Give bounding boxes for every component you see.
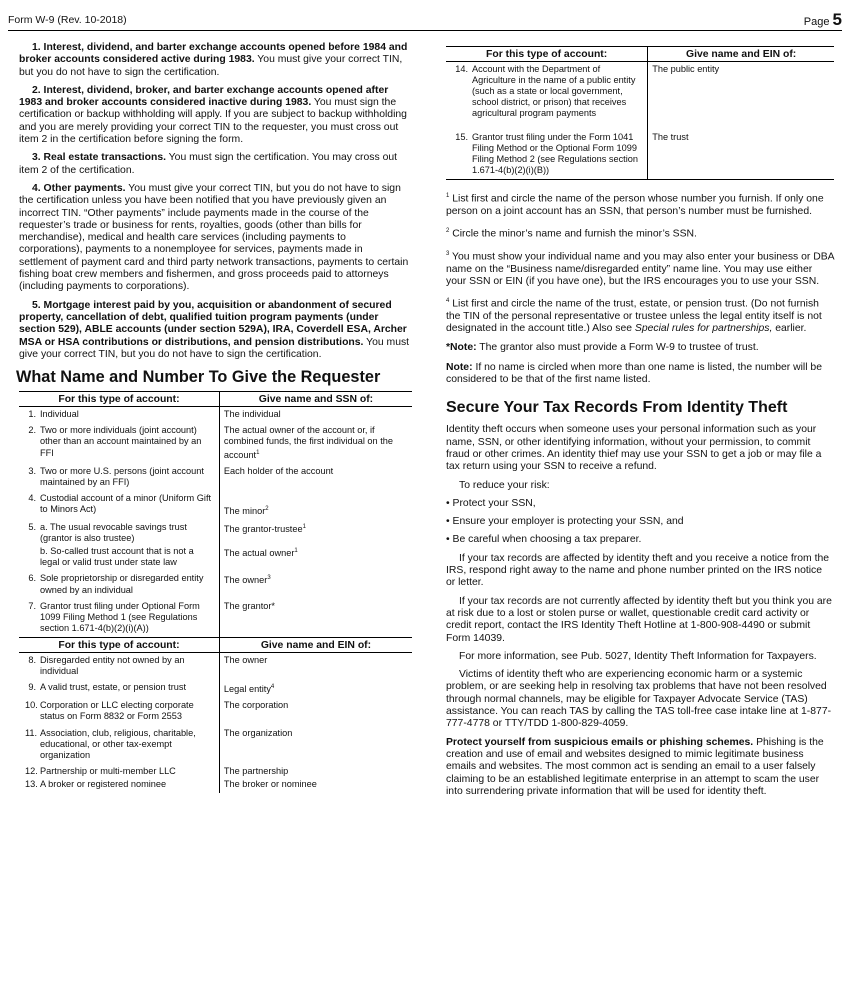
table-header: Give name and EIN of: <box>648 47 834 62</box>
table-row: 6. Sole proprietorship or disregarded entity owned by an individual The owner$^3$ <box>19 571 412 598</box>
grantor-note: *Note: The grantor also must provide a Form W-9 to trustee of trust. <box>446 342 759 354</box>
item-4: 4. Other payments. You must give your correct TIN, but you do not have to sign the certification unless you have been notified that you have previously given an incorrect TIN. “Other payments” include payments made in the course of the requester’s trade or business for rents, royalties, goods (other than bills for merchandise), medical and health care services (including payments to corporations), payments to a nonemployee for services, payments made in settlement of payment card and third party network transactions, payments to certain fishing boat crew members and fishermen, and gross proceeds paid to attorneys (including payments to corporations). <box>19 182 409 293</box>
table-row: 13. A broker or registered nominee The broker or nominee <box>19 777 412 793</box>
form-id: Form W-9 (Rev. 10-2018) <box>8 14 127 26</box>
ein-table-continued <box>446 46 834 180</box>
table-row: 7. Grantor trust filing under Optional Form 1099 Filing Method 1 (see Regulations section 1.671-4(b)(2)(i)(A)) The grantor* <box>19 599 412 637</box>
table-row: 5. a. The usual revocable savings trust (grantor is also trustee) The grantor-trustee$^1$ <box>19 520 412 544</box>
table-row: 12. Partnership or multi-member LLC The partnership <box>19 764 412 777</box>
table-header: For this type of account: <box>19 637 219 652</box>
paragraph: For more information, see Pub. 5027, Identity Theft Information for Taxpayers. <box>459 650 817 662</box>
footnote-4: $^4$ List first and circle the name of the trust, estate, or pension trust. (Do not furnish the TIN of the personal representative or trustee unless the legal entity itself is not designated in the account title.) Also see Special rules for partnerships, earlier. <box>446 298 822 335</box>
right-column <box>446 42 834 804</box>
page-header <box>8 8 842 31</box>
section-heading-name-number: What Name and Number To Give the Requester <box>16 368 381 387</box>
table-row: 11. Association, club, religious, charitable, educational, or other tax-exempt organization The organization <box>19 726 412 764</box>
phishing-paragraph: Protect yourself from suspicious emails or phishing schemes. Phishing is the creation and use of email and websites designed to mimic legitimate business emails and websites. The most common act is sending an email to a user falsely claiming to be an established legitimate enterprise in an attempt to scam the user into surrendering private information that will be used for identity theft. <box>446 736 824 797</box>
table-row: 1. Individual The individual <box>19 407 412 424</box>
table-row: 9. A valid trust, estate, or pension trust Legal entity$^4$ <box>19 680 412 698</box>
table-row: 4. Custodial account of a minor (Uniform Gift to Minors Act) The minor$^2$ <box>19 491 412 520</box>
table-header: For this type of account: <box>446 47 648 62</box>
item-5: 5. Mortgage interest paid by you, acquisition or abandonment of secured property, cancellation of debt, qualified tuition program payments (under section 529), ABLE accounts (under section 529A), IRA, Coverdell ESA, Archer MSA or HSA contributions or distributions, and pension distributions. You must give your correct TIN, but you do not have to sign the certification. <box>19 299 410 360</box>
table-header: For this type of account: <box>19 392 219 407</box>
bullet-item: • Ensure your employer is protecting your SSN, and <box>446 516 684 528</box>
ein-table <box>19 637 412 793</box>
bullet-item: • Protect your SSN, <box>446 497 536 509</box>
circle-note: Note: If no name is circled when more than one name is listed, the number will be considered to be that of the first name listed. <box>446 361 822 386</box>
footnote-2: $^2$ Circle the minor’s name and furnish the minor’s SSN. <box>446 228 697 240</box>
page-number: Page 5 <box>803 10 842 29</box>
ssn-table <box>19 391 412 637</box>
table-row: 2. Two or more individuals (joint account) other than an account maintained by an FFI The actual owner of the account or, if combined funds, the first individual on the account$^1$ <box>19 423 412 463</box>
paragraph: If your tax records are affected by identity theft and you receive a notice from the IRS, respond right away to the name and phone number printed on the IRS notice or letter. <box>446 552 830 589</box>
bullet-item: • Be careful when choosing a tax preparer. <box>446 534 642 546</box>
section-heading-identity-theft: Secure Your Tax Records From Identity Theft <box>446 399 788 417</box>
table-row: 8. Disregarded entity not owned by an individual The owner <box>19 653 412 681</box>
table-header: Give name and SSN of: <box>219 392 412 407</box>
footnote-1: $^1$ List first and circle the name of the person whose number you furnish. If only one person on a joint account has an SSN, that person’s number must be furnished. <box>446 192 824 217</box>
table-header: Give name and EIN of: <box>219 637 412 652</box>
item-2: 2. Interest, dividend, broker, and barter exchange accounts opened after 1983 and broker accounts considered inactive during 1983. You must sign the certification or backup withholding will apply. If you are subject to backup withholding and you are merely providing your correct TIN to the requester, you must cross out item 2 in the certification before signing the form. <box>19 84 407 146</box>
paragraph: Victims of identity theft who are experiencing economic harm or a systemic problem, or are seeking help in resolving tax problems that have not been resolved through normal channels, may be eligible for Taxpayer Advocate Service (TAS) assistance. You can reach TAS by calling the TAS toll-free case intake line at 1-877-777-4778 or TTY/TDD 1-800-829-4059. <box>446 669 832 730</box>
table-row: 3. Two or more U.S. persons (joint account maintained by an FFI) Each holder of the account <box>19 464 412 491</box>
item-3: 3. Real estate transactions. You must sign the certification. You may cross out item 2 of the certification. <box>19 152 398 176</box>
table-row: 10. Corporation or LLC electing corporate status on Form 8832 or Form 2553 The corporation <box>19 698 412 725</box>
table-row: b. So-called trust account that is not a legal or valid trust under state law The actual owner$^1$ <box>19 544 412 571</box>
identity-theft-intro: Identity theft occurs when someone uses your personal information such as your name, SSN, or other identifying information, without your permission, to commit fraud or other crimes. An identity thief may use your SSN to get a job or may file a tax return using your SSN to receive a refund. <box>446 424 822 473</box>
table-row: 14. Account with the Department of Agriculture in the name of a public entity (such as a state or local government, school district, or prison) that receives agricultural program payments The public entity <box>446 62 834 130</box>
paragraph: If your tax records are not currently affected by identity theft but you think you are at risk due to a lost or stolen purse or wallet, questionable credit card activity or credit report, contact the IRS Identity Theft Hotline at 1-800-908-4490 or submit Form 14039. <box>446 595 832 644</box>
table-row: 15. Grantor trust filing under the Form 1041 Filing Method or the Optional Form 1099 Filing Method 2 (see Regulations section 1.671-4(b)(2)(i)(B)) The trust <box>446 130 834 180</box>
reduce-risk-label: To reduce your risk: <box>459 479 550 491</box>
left-column <box>16 42 412 793</box>
footnote-3: $^3$ You must show your individual name and you may also enter your business or DBA name on the “Business name/disregarded entity” name line. You may use either your SSN or EIN (if you have one), but the IRS encourages you to use your SSN. <box>446 250 835 287</box>
item-1: 1. Interest, dividend, and barter exchange accounts opened before 1984 and broker accounts considered active during 1983. You must give your correct TIN, but you do not have to sign the certification. <box>19 42 408 78</box>
